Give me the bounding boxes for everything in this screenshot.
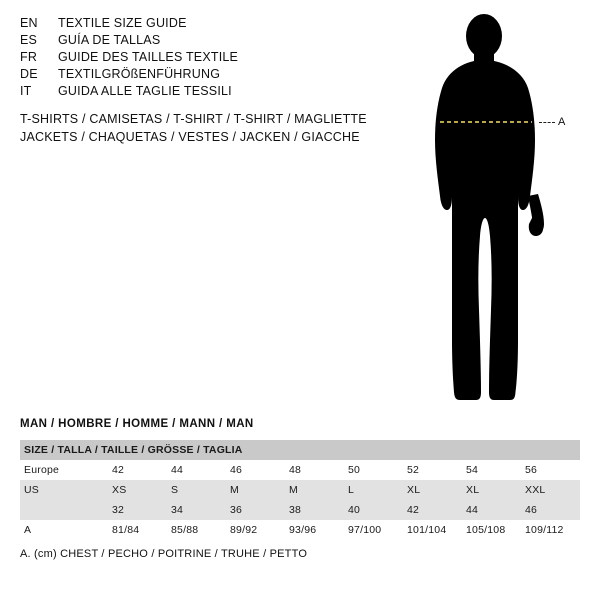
category-line: T-SHIRTS / CAMISETAS / T-SHIRT / T-SHIRT / MAGLIETTE — [20, 112, 367, 126]
cell: 101/104 — [407, 524, 447, 536]
cell: 50 — [348, 464, 361, 476]
table-header-row — [20, 440, 580, 460]
cell: 38 — [289, 504, 302, 516]
size-table — [20, 440, 580, 540]
measure-label-a: A — [558, 116, 566, 128]
cell: L — [348, 484, 355, 496]
cell: 81/84 — [112, 524, 140, 536]
cell: 97/100 — [348, 524, 382, 536]
cell: 40 — [348, 504, 361, 516]
cell: 46 — [525, 504, 538, 516]
cell: 46 — [230, 464, 243, 476]
cell: 56 — [525, 464, 538, 476]
language-code: DE — [20, 67, 38, 81]
cell: XL — [466, 484, 480, 496]
cell: 93/96 — [289, 524, 317, 536]
cell: 85/88 — [171, 524, 199, 536]
cell: M — [230, 484, 239, 496]
language-code: IT — [20, 84, 32, 98]
table-header-label: SIZE / TALLA / TAILLE / GRÖSSE / TAGLIA — [24, 444, 243, 456]
cell: 44 — [171, 464, 184, 476]
row-label: Europe — [24, 464, 60, 476]
cell: 89/92 — [230, 524, 258, 536]
language-text: TEXTILE SIZE GUIDE — [58, 16, 187, 30]
male-silhouette-icon — [400, 10, 600, 410]
cell: 34 — [171, 504, 184, 516]
table-row — [20, 480, 580, 500]
category-list — [20, 110, 400, 146]
cell: 109/112 — [525, 524, 564, 536]
table-row — [20, 460, 580, 480]
category-line: JACKETS / CHAQUETAS / VESTES / JACKEN / GIACCHE — [20, 130, 360, 144]
language-text: TEXTILGRÖßENFÜHRUNG — [58, 67, 221, 81]
language-text: GUIDE DES TAILLES TEXTILE — [58, 50, 239, 64]
cell: 48 — [289, 464, 302, 476]
footnote: A. (cm) CHEST / PECHO / POITRINE / TRUHE / PETTO — [20, 548, 308, 560]
language-row — [20, 84, 360, 101]
language-list — [20, 16, 360, 101]
cell: M — [289, 484, 298, 496]
cell: XL — [407, 484, 421, 496]
language-code: EN — [20, 16, 38, 30]
row-label: A — [24, 524, 32, 536]
language-row — [20, 16, 360, 33]
cell: 54 — [466, 464, 479, 476]
measure-leader-line — [539, 122, 555, 123]
language-row — [20, 50, 360, 67]
cell: 42 — [407, 504, 420, 516]
language-row — [20, 33, 360, 50]
cell: XXL — [525, 484, 546, 496]
language-text: GUÍA DE TALLAS — [58, 33, 161, 47]
cell: 36 — [230, 504, 243, 516]
cell: S — [171, 484, 179, 496]
table-row — [20, 500, 580, 520]
language-text: GUIDA ALLE TAGLIE TESSILI — [58, 84, 232, 98]
table-row — [20, 520, 580, 540]
cell: 52 — [407, 464, 420, 476]
cell: XS — [112, 484, 127, 496]
language-code: FR — [20, 50, 38, 64]
row-label — [20, 500, 108, 520]
cell: 105/108 — [466, 524, 506, 536]
cell: 44 — [466, 504, 479, 516]
cell: 32 — [112, 504, 125, 516]
row-label: US — [24, 484, 39, 496]
language-row — [20, 67, 360, 84]
mannequin-figure — [400, 10, 600, 410]
language-code: ES — [20, 33, 38, 47]
table-title: MAN / HOMBRE / HOMME / MANN / MAN — [20, 418, 254, 430]
cell: 42 — [112, 464, 125, 476]
